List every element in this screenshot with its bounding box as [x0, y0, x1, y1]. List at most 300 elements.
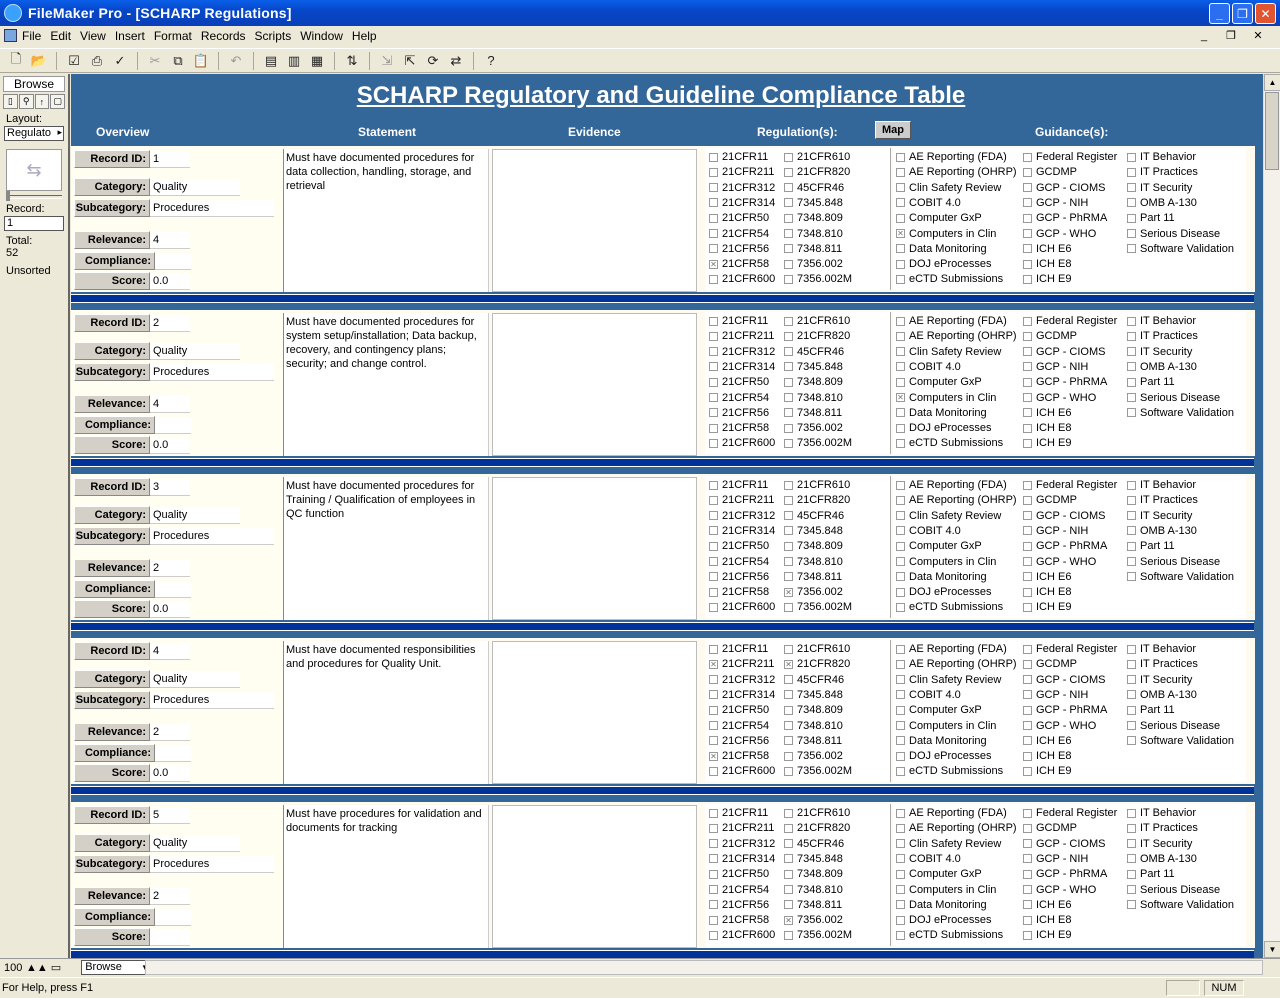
checkbox-icon[interactable]	[896, 183, 905, 192]
checkbox-icon[interactable]	[896, 572, 905, 581]
checkbox-icon[interactable]	[1023, 526, 1032, 535]
guidance-checkbox[interactable]	[896, 329, 1017, 343]
checkbox-icon[interactable]	[896, 511, 905, 520]
checkbox-icon[interactable]	[1023, 752, 1032, 761]
relookup-icon[interactable]: ⟳	[427, 52, 439, 68]
checkbox-icon[interactable]	[1023, 660, 1032, 669]
zoom-level[interactable]: 100	[4, 961, 23, 974]
menu-file[interactable]: File	[22, 29, 42, 43]
regulation-checkbox[interactable]	[709, 719, 769, 733]
regulation-checkbox[interactable]	[709, 196, 775, 210]
checkbox-icon[interactable]	[896, 870, 905, 879]
guidance-checkbox[interactable]	[896, 837, 1001, 851]
checkbox-icon[interactable]: ✕	[710, 259, 717, 269]
regulation-checkbox[interactable]	[709, 673, 775, 687]
guidance-checkbox[interactable]	[1023, 852, 1088, 866]
regulation-checkbox[interactable]	[784, 421, 843, 435]
checkbox-icon[interactable]	[1023, 481, 1032, 490]
checkbox-icon[interactable]	[896, 931, 905, 940]
guidance-checkbox[interactable]	[1023, 673, 1105, 687]
checkbox-icon[interactable]	[709, 885, 718, 894]
checkbox-icon[interactable]	[896, 168, 905, 177]
checkbox-icon[interactable]	[1023, 183, 1032, 192]
relevance-field[interactable]: 4	[150, 232, 190, 249]
document-icon[interactable]	[4, 29, 17, 42]
guidance-checkbox[interactable]	[1127, 657, 1198, 671]
checkbox-icon[interactable]	[709, 900, 718, 909]
regulation-checkbox[interactable]	[784, 211, 843, 225]
checkbox-icon[interactable]: ✕	[785, 915, 792, 925]
regulation-checkbox[interactable]	[784, 493, 850, 507]
regulation-checkbox[interactable]	[709, 345, 775, 359]
menu-help[interactable]: Help	[351, 29, 377, 43]
checkbox-icon[interactable]	[709, 557, 718, 566]
evidence-field[interactable]	[492, 477, 697, 620]
checkbox-icon[interactable]	[1127, 721, 1136, 730]
sort-icon[interactable]: ⇅	[346, 52, 358, 68]
regulation-checkbox[interactable]	[709, 688, 775, 702]
record-id-field[interactable]: 3	[150, 479, 190, 496]
guidance-checkbox[interactable]	[1023, 391, 1096, 405]
checkbox-icon[interactable]	[1023, 854, 1032, 863]
checkbox-icon[interactable]	[784, 229, 793, 238]
guidance-checkbox[interactable]	[1023, 211, 1107, 225]
checkbox-icon[interactable]	[709, 496, 718, 505]
regulation-checkbox[interactable]	[784, 375, 843, 389]
guidance-checkbox[interactable]	[896, 719, 996, 733]
guidance-checkbox[interactable]	[1127, 345, 1192, 359]
regulation-checkbox[interactable]	[709, 150, 768, 164]
checkbox-icon[interactable]	[784, 809, 793, 818]
checkbox-icon[interactable]	[709, 229, 718, 238]
guidance-checkbox[interactable]	[1023, 314, 1117, 328]
checkbox-icon[interactable]	[709, 332, 718, 341]
print-icon[interactable]: ⎙	[91, 52, 103, 68]
checkbox-icon[interactable]	[1127, 229, 1136, 238]
checkbox-icon[interactable]	[709, 214, 718, 223]
checkbox-icon[interactable]	[784, 854, 793, 863]
checkbox-icon[interactable]	[1127, 900, 1136, 909]
checkbox-icon[interactable]	[1127, 244, 1136, 253]
checkbox-icon[interactable]	[784, 183, 793, 192]
checkbox-icon[interactable]	[1023, 153, 1032, 162]
checkbox-icon[interactable]	[896, 332, 905, 341]
checkbox-icon[interactable]	[709, 870, 718, 879]
checkbox-icon[interactable]	[784, 572, 793, 581]
checkbox-icon[interactable]	[1023, 168, 1032, 177]
guidance-checkbox[interactable]	[1023, 703, 1107, 717]
checkbox-icon[interactable]	[1127, 675, 1136, 684]
spellcheck-icon[interactable]: ✓	[114, 52, 126, 68]
checkbox-icon[interactable]	[709, 824, 718, 833]
checkbox-icon[interactable]	[896, 214, 905, 223]
checkbox-icon[interactable]	[1127, 393, 1136, 402]
guidance-checkbox[interactable]	[1127, 165, 1198, 179]
checkbox-icon[interactable]	[1127, 870, 1136, 879]
subcategory-field[interactable]: Procedures	[150, 856, 274, 873]
guidance-checkbox[interactable]	[1127, 673, 1192, 687]
guidance-checkbox[interactable]	[1127, 555, 1220, 569]
new-icon[interactable]: 🗋	[10, 50, 22, 66]
checkbox-icon[interactable]	[1023, 260, 1032, 269]
status-area-toggle-icon[interactable]: ▭	[50, 962, 62, 974]
guidance-checkbox[interactable]	[1023, 642, 1117, 656]
regulation-checkbox[interactable]	[784, 688, 843, 702]
guidance-checkbox[interactable]	[896, 898, 987, 912]
checkbox-icon[interactable]	[1127, 153, 1136, 162]
regulation-checkbox[interactable]	[709, 657, 774, 671]
guidance-checkbox[interactable]	[896, 749, 992, 763]
checkbox-icon[interactable]	[709, 809, 718, 818]
checkbox-icon[interactable]	[784, 526, 793, 535]
guidance-checkbox[interactable]	[1127, 524, 1197, 538]
checkbox-icon[interactable]	[784, 824, 793, 833]
regulation-checkbox[interactable]	[784, 509, 844, 523]
checkbox-icon[interactable]	[709, 588, 718, 597]
checkbox-icon[interactable]	[784, 721, 793, 730]
checkbox-icon[interactable]	[709, 168, 718, 177]
checkbox-icon[interactable]	[1023, 244, 1032, 253]
guidance-checkbox[interactable]	[896, 345, 1001, 359]
checkbox-icon[interactable]	[1023, 198, 1032, 207]
checkbox-icon[interactable]	[784, 439, 793, 448]
guidance-checkbox[interactable]	[1023, 913, 1071, 927]
checkbox-icon[interactable]	[1023, 885, 1032, 894]
restore-button[interactable]: ❐	[1232, 3, 1253, 24]
checkbox-icon[interactable]	[709, 198, 718, 207]
category-field[interactable]: Quality	[150, 507, 240, 524]
guidance-checkbox[interactable]	[896, 242, 987, 256]
checkbox-icon[interactable]	[784, 347, 793, 356]
guidance-checkbox[interactable]	[896, 360, 961, 374]
guidance-checkbox[interactable]	[1023, 928, 1071, 942]
checkbox-icon[interactable]	[784, 885, 793, 894]
guidance-checkbox[interactable]	[1127, 314, 1196, 328]
checkbox-icon[interactable]	[784, 153, 793, 162]
regulation-checkbox[interactable]	[784, 272, 852, 286]
find-tool-icon[interactable]: ⚲	[19, 94, 34, 109]
checkbox-icon[interactable]	[1023, 603, 1032, 612]
regulation-checkbox[interactable]	[784, 345, 844, 359]
guidance-checkbox[interactable]	[1127, 703, 1175, 717]
guidance-checkbox[interactable]	[1127, 806, 1196, 820]
regulation-checkbox[interactable]	[709, 242, 769, 256]
checkbox-icon[interactable]	[896, 496, 905, 505]
checkbox-icon[interactable]	[709, 916, 718, 925]
mdi-restore-button[interactable]: ❐	[1226, 30, 1236, 42]
regulation-checkbox[interactable]	[784, 181, 844, 195]
guidance-checkbox[interactable]	[896, 509, 1001, 523]
checkbox-icon[interactable]	[1023, 393, 1032, 402]
checkbox-icon[interactable]: ✕	[897, 229, 904, 238]
guidance-checkbox[interactable]	[1023, 585, 1071, 599]
checkbox-icon[interactable]	[709, 736, 718, 745]
checkbox-icon[interactable]	[1127, 690, 1136, 699]
guidance-checkbox[interactable]	[896, 375, 982, 389]
regulation-checkbox[interactable]	[709, 928, 775, 942]
checkbox-icon[interactable]	[896, 347, 905, 356]
checkbox-icon[interactable]	[896, 244, 905, 253]
regulation-checkbox[interactable]	[709, 329, 774, 343]
checkbox-icon[interactable]	[709, 275, 718, 284]
guidance-checkbox[interactable]	[1127, 883, 1220, 897]
checkbox-icon[interactable]	[1023, 496, 1032, 505]
relevance-field[interactable]: 2	[150, 724, 190, 741]
guidance-checkbox[interactable]	[1023, 883, 1096, 897]
subcategory-field[interactable]: Procedures	[150, 200, 274, 217]
guidance-checkbox[interactable]	[896, 764, 1003, 778]
checkbox-icon[interactable]	[896, 916, 905, 925]
checkbox-icon[interactable]	[784, 557, 793, 566]
statement-field[interactable]: Must have documented procedures for data collection, handling, storage, and retrieval	[283, 149, 489, 292]
regulation-checkbox[interactable]	[784, 821, 850, 835]
checkbox-icon[interactable]	[1023, 824, 1032, 833]
checkbox-icon[interactable]	[709, 317, 718, 326]
checkbox-icon[interactable]	[1127, 347, 1136, 356]
guidance-checkbox[interactable]	[1127, 852, 1197, 866]
checkbox-icon[interactable]	[896, 645, 905, 654]
checkbox-icon[interactable]	[709, 393, 718, 402]
checkbox-icon[interactable]	[1127, 332, 1136, 341]
checkbox-icon[interactable]	[1127, 317, 1136, 326]
guidance-checkbox[interactable]	[1023, 524, 1088, 538]
checkbox-icon[interactable]	[1023, 706, 1032, 715]
checkbox-icon[interactable]	[784, 900, 793, 909]
checkbox-icon[interactable]	[784, 931, 793, 940]
guidance-checkbox[interactable]	[1127, 360, 1197, 374]
relevance-field[interactable]: 4	[150, 396, 190, 413]
guidance-checkbox[interactable]	[896, 928, 1003, 942]
guidance-checkbox[interactable]	[1127, 150, 1196, 164]
checkbox-icon[interactable]	[896, 900, 905, 909]
checkbox-icon[interactable]	[1127, 198, 1136, 207]
category-field[interactable]: Quality	[150, 343, 240, 360]
menu-scripts[interactable]: Scripts	[254, 29, 292, 43]
checkbox-icon[interactable]	[784, 393, 793, 402]
guidance-checkbox[interactable]	[896, 688, 961, 702]
guidance-checkbox[interactable]	[896, 821, 1017, 835]
checkbox-icon[interactable]	[896, 854, 905, 863]
filemaker-app-icon[interactable]	[4, 4, 22, 22]
checkbox-icon[interactable]	[709, 572, 718, 581]
checkbox-icon[interactable]	[1127, 183, 1136, 192]
checkbox-icon[interactable]	[784, 496, 793, 505]
guidance-checkbox[interactable]	[1023, 719, 1096, 733]
browse-tool-icon[interactable]: ▯	[3, 94, 18, 109]
checkbox-icon[interactable]	[1023, 408, 1032, 417]
regulation-checkbox[interactable]	[784, 764, 852, 778]
regulation-checkbox[interactable]	[784, 242, 842, 256]
checkbox-icon[interactable]: ✕	[785, 587, 792, 597]
guidance-checkbox[interactable]	[1023, 375, 1107, 389]
regulation-checkbox[interactable]	[784, 734, 842, 748]
guidance-checkbox[interactable]	[896, 585, 992, 599]
checkbox-icon[interactable]	[1127, 542, 1136, 551]
checkbox-icon[interactable]	[896, 736, 905, 745]
checkbox-icon[interactable]	[784, 317, 793, 326]
checkbox-icon[interactable]	[709, 439, 718, 448]
checkbox-icon[interactable]	[896, 603, 905, 612]
regulation-checkbox[interactable]	[709, 837, 775, 851]
checkbox-icon[interactable]	[1023, 900, 1032, 909]
checkbox-icon[interactable]	[896, 767, 905, 776]
regulation-checkbox[interactable]	[784, 585, 843, 599]
guidance-checkbox[interactable]	[1127, 734, 1234, 748]
checkbox-icon[interactable]	[1023, 332, 1032, 341]
regulation-checkbox[interactable]	[709, 642, 768, 656]
compliance-field[interactable]	[155, 581, 191, 598]
layout-tool-icon[interactable]: ↑	[35, 94, 50, 109]
checkbox-icon[interactable]	[1127, 378, 1136, 387]
guidance-checkbox[interactable]	[896, 673, 1001, 687]
regulation-checkbox[interactable]	[709, 764, 775, 778]
checkbox-icon[interactable]	[1127, 408, 1136, 417]
checkbox-icon[interactable]	[784, 214, 793, 223]
checkbox-icon[interactable]	[1023, 809, 1032, 818]
mdi-minimize-button[interactable]: _	[1200, 29, 1208, 42]
replace-icon[interactable]: ⇄	[450, 52, 462, 68]
guidance-checkbox[interactable]	[896, 883, 996, 897]
checkbox-icon[interactable]	[709, 767, 718, 776]
checkbox-icon[interactable]	[1023, 736, 1032, 745]
paste-icon[interactable]: 📋	[192, 52, 210, 68]
regulation-checkbox[interactable]	[784, 600, 852, 614]
regulation-checkbox[interactable]	[784, 165, 850, 179]
checkbox-icon[interactable]	[1127, 557, 1136, 566]
checkbox-icon[interactable]	[896, 839, 905, 848]
checkbox-icon[interactable]	[709, 481, 718, 490]
checkbox-icon[interactable]	[1023, 439, 1032, 448]
subcategory-field[interactable]: Procedures	[150, 692, 274, 709]
checkbox-icon[interactable]	[709, 408, 718, 417]
guidance-checkbox[interactable]	[1023, 570, 1071, 584]
guidance-checkbox[interactable]	[1127, 719, 1220, 733]
regulation-checkbox[interactable]	[784, 391, 843, 405]
guidance-checkbox[interactable]	[896, 272, 1003, 286]
regulation-checkbox[interactable]	[784, 642, 850, 656]
regulation-checkbox[interactable]	[709, 703, 769, 717]
guidance-checkbox[interactable]	[1023, 749, 1071, 763]
guidance-checkbox[interactable]	[1023, 734, 1071, 748]
record-book-icon[interactable]: ⇆	[6, 149, 62, 191]
regulation-checkbox[interactable]	[784, 703, 843, 717]
checkbox-icon[interactable]	[1127, 809, 1136, 818]
checkbox-icon[interactable]	[896, 317, 905, 326]
checkbox-icon[interactable]	[709, 542, 718, 551]
record-id-field[interactable]: 2	[150, 315, 190, 332]
guidance-checkbox[interactable]	[896, 196, 961, 210]
regulation-checkbox[interactable]	[784, 196, 843, 210]
guidance-checkbox[interactable]	[896, 257, 992, 271]
checkbox-icon[interactable]	[709, 244, 718, 253]
guidance-checkbox[interactable]	[1023, 600, 1071, 614]
checkbox-icon[interactable]	[784, 481, 793, 490]
checkbox-icon[interactable]	[709, 183, 718, 192]
guidance-checkbox[interactable]	[896, 493, 1017, 507]
guidance-checkbox[interactable]	[1023, 478, 1117, 492]
checkbox-icon[interactable]	[1127, 214, 1136, 223]
checkbox-icon[interactable]	[896, 809, 905, 818]
guidance-checkbox[interactable]	[1127, 478, 1196, 492]
guidance-checkbox[interactable]	[896, 867, 982, 881]
preview-tool-icon[interactable]: ▢	[50, 94, 65, 109]
guidance-checkbox[interactable]	[1023, 196, 1088, 210]
regulation-checkbox[interactable]	[709, 734, 769, 748]
checkbox-icon[interactable]	[784, 408, 793, 417]
checkbox-icon[interactable]	[709, 645, 718, 654]
checkbox-icon[interactable]	[1127, 496, 1136, 505]
guidance-checkbox[interactable]	[1127, 837, 1192, 851]
vertical-scrollbar[interactable]	[1263, 74, 1280, 958]
regulation-checkbox[interactable]	[784, 867, 843, 881]
score-field[interactable]	[150, 929, 190, 946]
relevance-field[interactable]: 2	[150, 560, 190, 577]
checkbox-icon[interactable]	[784, 244, 793, 253]
guidance-checkbox[interactable]	[1127, 509, 1192, 523]
checkbox-icon[interactable]	[896, 481, 905, 490]
checkbox-icon[interactable]	[896, 660, 905, 669]
regulation-checkbox[interactable]	[784, 257, 843, 271]
guidance-checkbox[interactable]	[896, 657, 1017, 671]
statement-field[interactable]: Must have documented responsibilities and procedures for Quality Unit.	[283, 641, 489, 784]
checkbox-icon[interactable]	[1023, 839, 1032, 848]
regulation-checkbox[interactable]	[784, 436, 852, 450]
checkbox-icon[interactable]	[784, 511, 793, 520]
category-field[interactable]: Quality	[150, 179, 240, 196]
checkbox-icon[interactable]	[784, 706, 793, 715]
checkbox-icon[interactable]	[784, 645, 793, 654]
compliance-field[interactable]	[155, 417, 191, 434]
checkbox-icon[interactable]	[784, 542, 793, 551]
guidance-checkbox[interactable]	[1023, 345, 1105, 359]
checkbox-icon[interactable]: ✕	[785, 659, 792, 669]
regulation-checkbox[interactable]	[709, 524, 775, 538]
guidance-checkbox[interactable]	[1023, 436, 1071, 450]
checkbox-icon[interactable]	[1023, 362, 1032, 371]
minimize-button[interactable]: _	[1209, 3, 1230, 24]
checkbox-icon[interactable]	[896, 526, 905, 535]
regulation-checkbox[interactable]	[784, 913, 843, 927]
guidance-checkbox[interactable]	[1023, 821, 1077, 835]
help-icon[interactable]: ?	[487, 53, 495, 68]
regulation-checkbox[interactable]	[709, 749, 769, 763]
save-icon[interactable]: ☑	[68, 52, 80, 68]
checkbox-icon[interactable]	[784, 260, 793, 269]
regulation-checkbox[interactable]	[709, 391, 769, 405]
regulation-checkbox[interactable]	[784, 883, 843, 897]
checkbox-icon[interactable]	[709, 153, 718, 162]
regulation-checkbox[interactable]	[784, 570, 842, 584]
regulation-checkbox[interactable]	[709, 898, 769, 912]
score-field[interactable]: 0.0	[150, 437, 190, 454]
guidance-checkbox[interactable]	[1023, 688, 1088, 702]
checkbox-icon[interactable]	[1023, 317, 1032, 326]
guidance-checkbox[interactable]	[1023, 764, 1071, 778]
checkbox-icon[interactable]	[1127, 168, 1136, 177]
guidance-checkbox[interactable]	[1127, 539, 1175, 553]
menu-window[interactable]: Window	[300, 29, 343, 43]
checkbox-icon[interactable]	[709, 854, 718, 863]
regulation-checkbox[interactable]	[709, 165, 774, 179]
regulation-checkbox[interactable]	[784, 657, 850, 671]
guidance-checkbox[interactable]	[1023, 227, 1096, 241]
guidance-checkbox[interactable]	[896, 165, 1017, 179]
record-number-input[interactable]: 1	[4, 216, 64, 231]
category-field[interactable]: Quality	[150, 671, 240, 688]
statement-field[interactable]: Must have documented procedures for Training / Qualification of employees in QC function	[283, 477, 489, 620]
checkbox-icon[interactable]	[709, 347, 718, 356]
checkbox-icon[interactable]	[896, 275, 905, 284]
